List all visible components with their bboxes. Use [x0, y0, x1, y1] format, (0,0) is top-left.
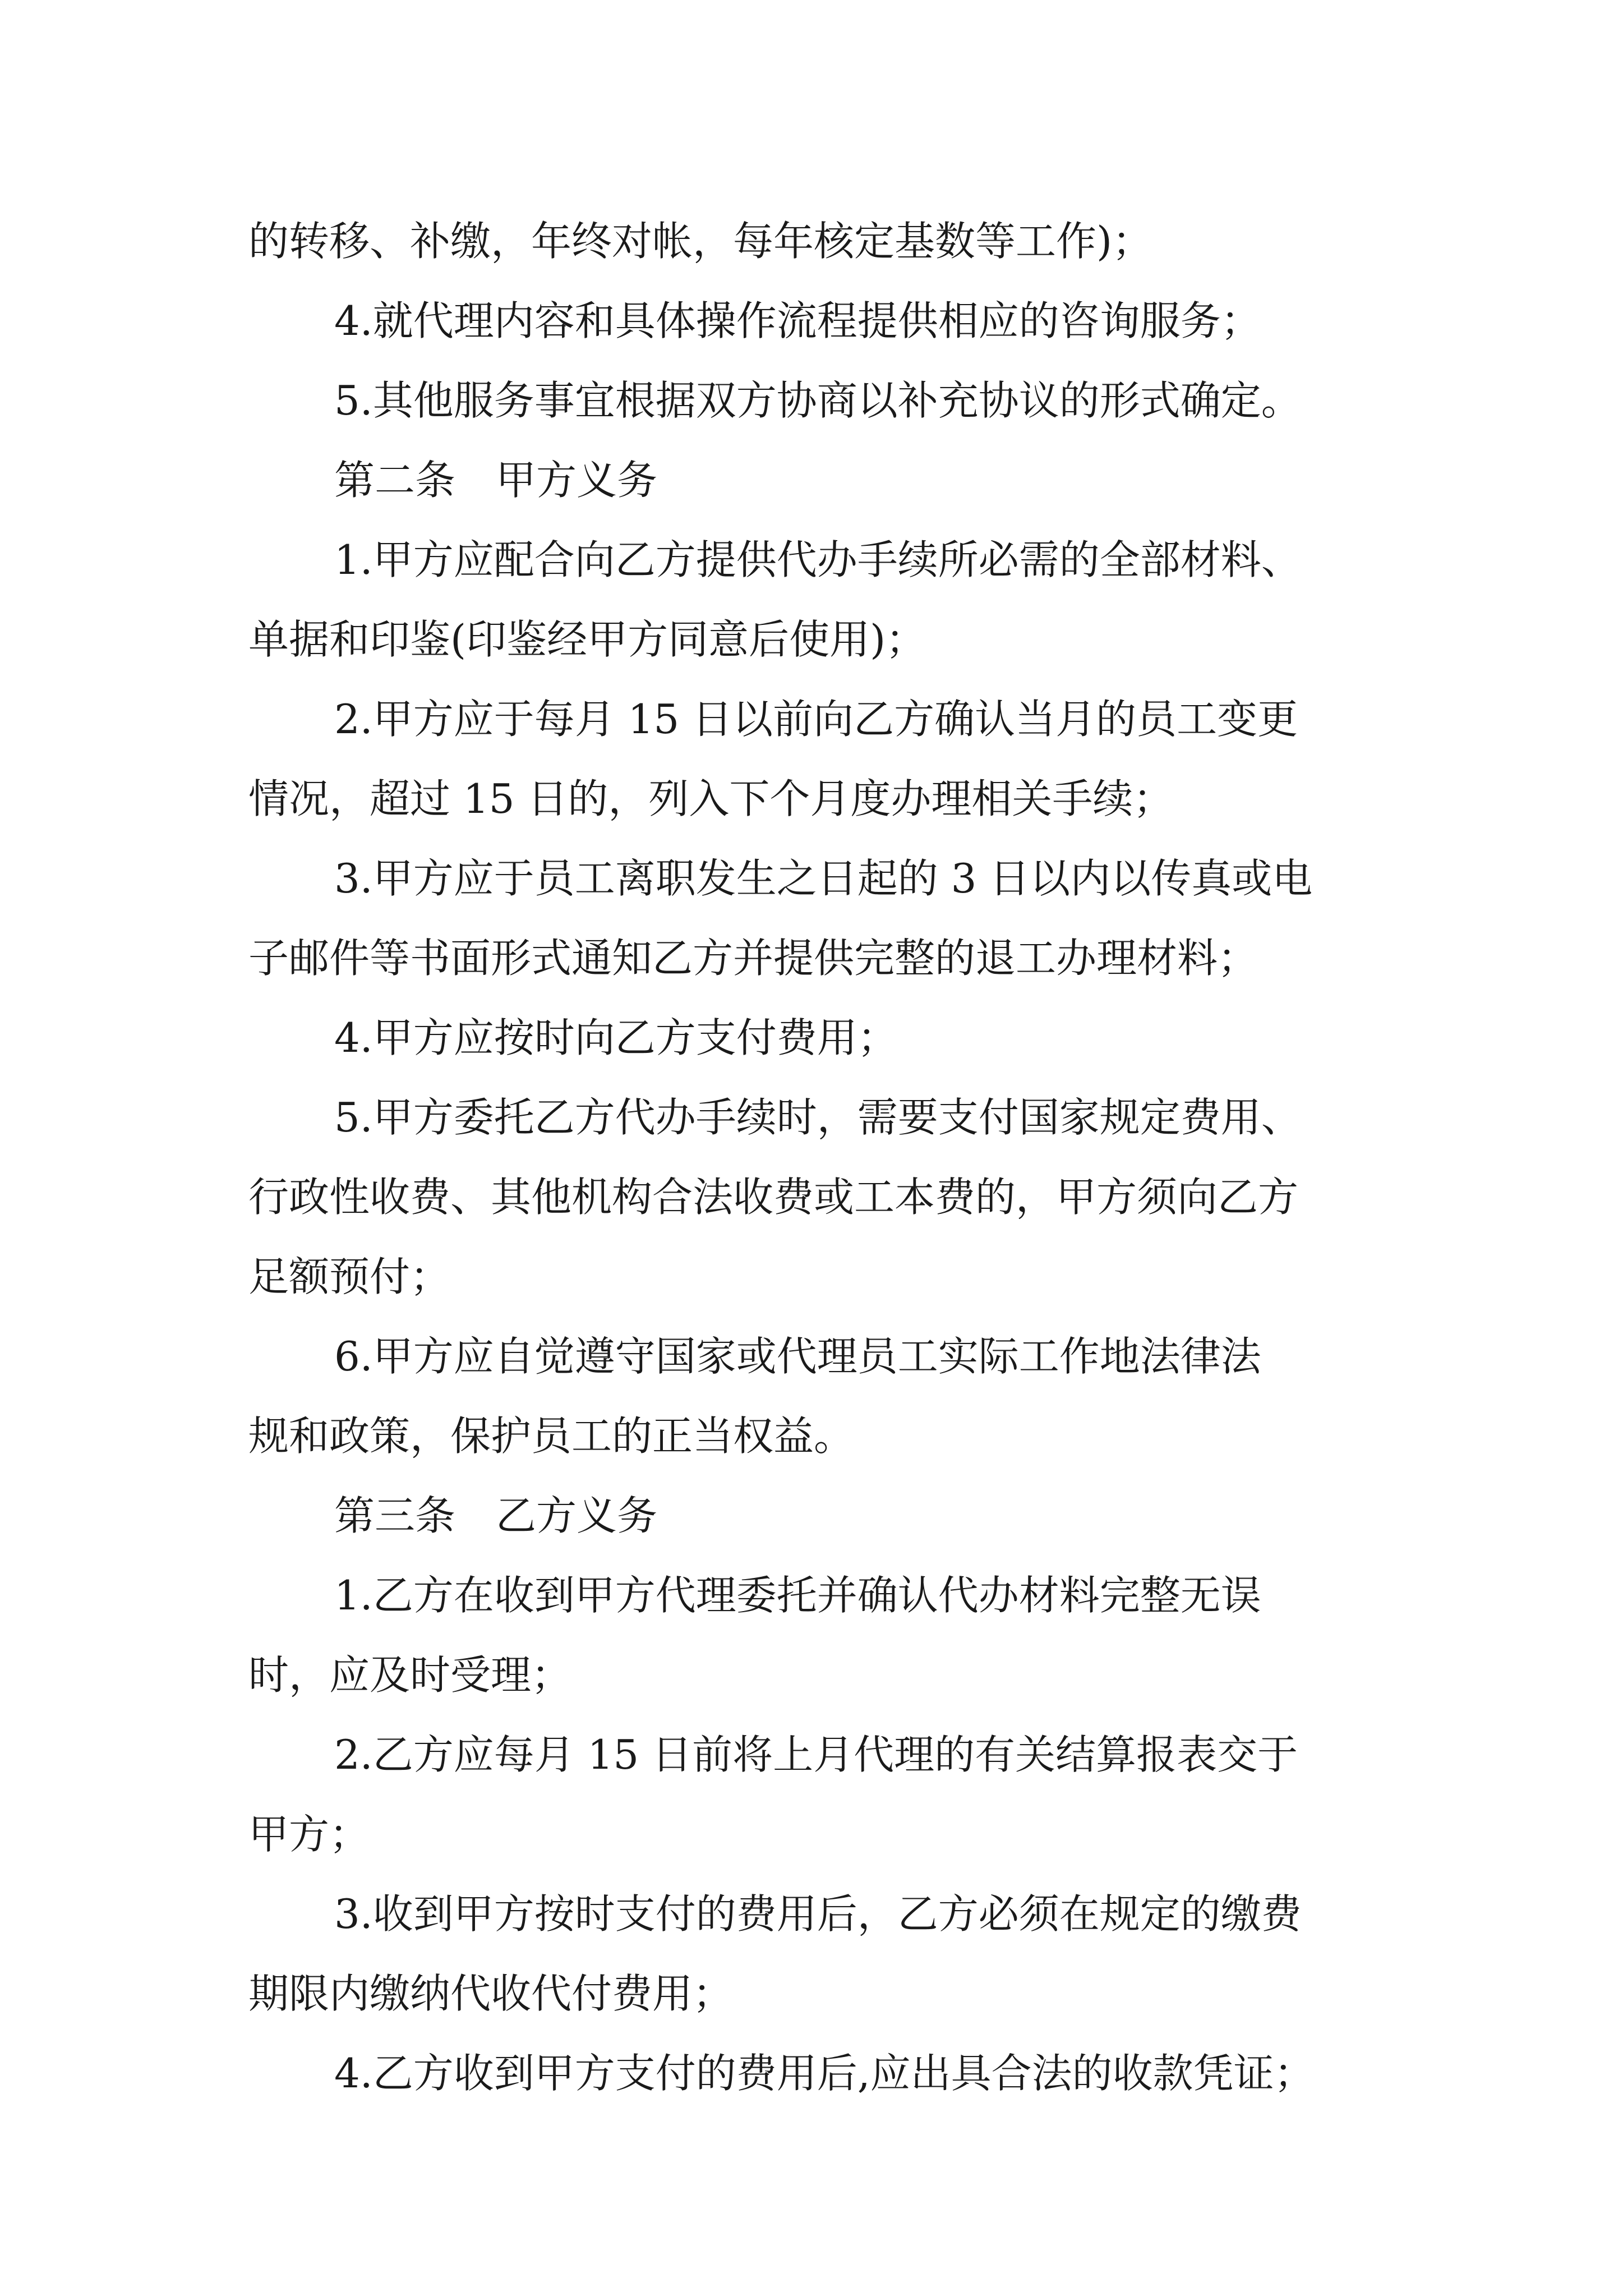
text-line: 2.甲方应于每月 15 日以前向乙方确认当月的员工变更 [334, 696, 1298, 743]
text-line: 情况，超过 15 日的，列入下个月度办理相关手续； [248, 775, 1174, 822]
section-heading: 第二条 甲方义务 [334, 457, 658, 504]
text-line: 规和政策，保护员工的正当权益。 [248, 1412, 855, 1460]
text-line: 3.收到甲方按时支付的费用后，乙方必须在规定的缴费 [334, 1890, 1302, 1938]
text-line: 6.甲方应自觉遵守国家或代理员工实际工作地法律法 [334, 1333, 1261, 1380]
text-line: 4.就代理内容和具体操作流程提供相应的咨询服务； [334, 297, 1261, 344]
text-line: 1.乙方在收到甲方代理委托并确认代办材料完整无误 [334, 1572, 1261, 1619]
text-line: 足额预付； [248, 1253, 451, 1300]
text-line: 1.甲方应配合向乙方提供代办手续所必需的全部材料、 [334, 536, 1302, 583]
section-heading: 第三条 乙方义务 [334, 1492, 658, 1539]
text-line: 3.甲方应于员工离职发生之日起的 3 日以内以传真或电 [334, 855, 1313, 902]
text-line: 时，应及时受理； [248, 1651, 572, 1699]
text-line: 4.乙方收到甲方支付的费用后,应出具合法的收款凭证； [334, 2050, 1315, 2097]
text-line: 4.甲方应按时向乙方支付费用； [334, 1014, 898, 1061]
text-line: 5.甲方委托乙方代办手续时，需要支付国家规定费用、 [334, 1094, 1302, 1141]
text-line: 行政性收费、其他机构合法收费或工本费的，甲方须向乙方 [248, 1174, 1299, 1221]
text-line: 甲方； [248, 1811, 370, 1858]
text-line: 2.乙方应每月 15 日前将上月代理的有关结算报表交于 [334, 1731, 1298, 1778]
text-line: 的转移、补缴，年终对帐，每年核定基数等工作)； [248, 218, 1153, 265]
text-line: 单据和印鉴(印鉴经甲方同意后使用)； [248, 616, 926, 663]
text-line: 5.其他服务事宜根据双方协商以补充协议的形式确定。 [334, 377, 1302, 424]
text-line: 子邮件等书面形式通知乙方并提供完整的退工办理材料； [248, 935, 1258, 982]
text-line: 期限内缴纳代收代付费用； [248, 1970, 734, 2017]
